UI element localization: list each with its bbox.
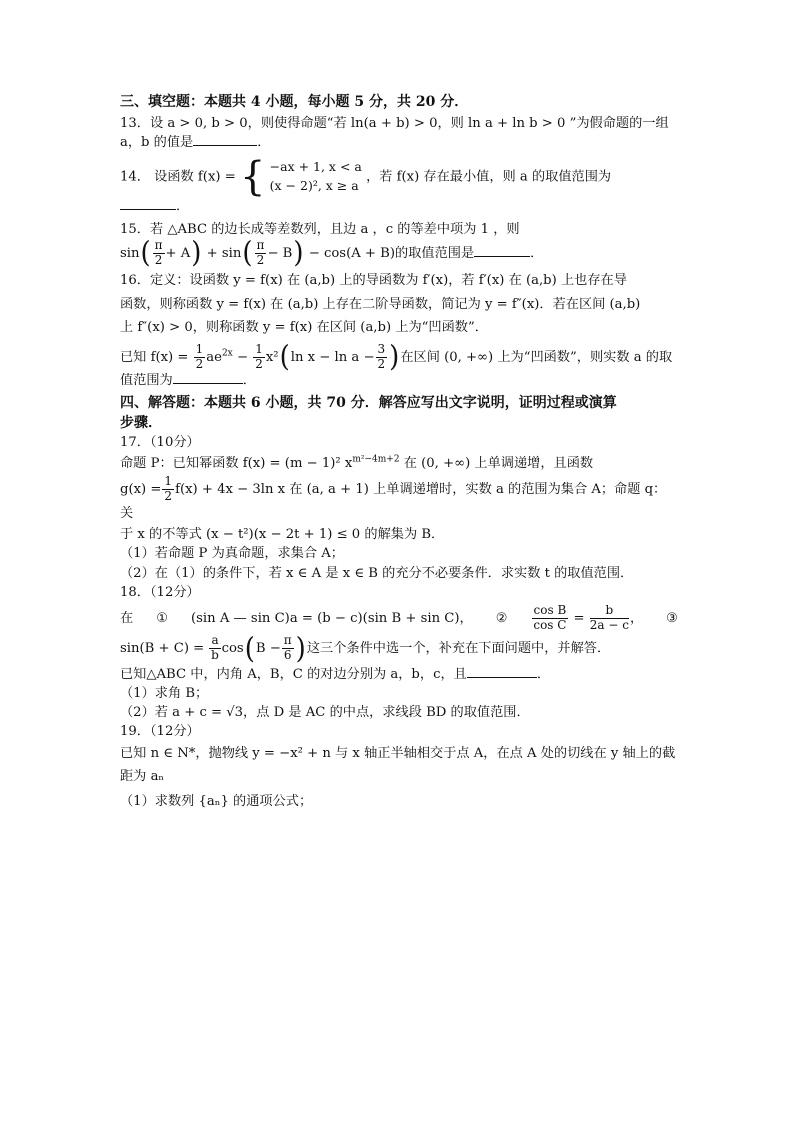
question-16: 16．定义：设函数 y = f(x) 在 (a,b) 上的导函数为 f′(x)，若 f′(x) 在 (a,b) 上也存在导 函数，则称函数 y = f(x) 在 (a,b) 上存在二阶导函数，简记为 y = f″(x)．若在区间 (a,b) 上 f″(x) > 0，则称函数 y = f(x) 在区间 (a,b) 上为“凹函数”． 已知 f(x) = $\frac{1}{2}$ $ae^{2x}$ − $\frac{1}{2}$ x²(ln x − ln a − $\frac{3}{2}$ )在区间 (0, +∞) 上为“凹函数”，则实数 a 的取 值范围为 ．	[120, 271, 678, 390]
section-4-heading-2: 步骤．	[120, 414, 162, 431]
q15-line1: 若 △ABC 的边长成等差数列，且边 a ，c 的等差中项为 1 ，则	[149, 221, 520, 237]
q19-head: 19．（12分）	[120, 724, 200, 740]
question-19	[120, 722, 678, 811]
question-14: 14． 设函数 f(x) = { −ax + 1, x < a (x − 2)², x ≥ a ，若 f(x) 存在最小值，则 a 的取值范围为 ．	[120, 153, 612, 214]
q17-sub1: （1）若命题 P 为真命题，求集合 A；	[120, 546, 344, 562]
q16-number: 16．	[120, 273, 150, 289]
section-4-heading: 四、解答题：本题共 6 小题，共 70 分．解答应写出文字说明，证明过程或演算	[120, 394, 617, 411]
q16-answer-blank[interactable]	[173, 382, 243, 384]
q16-line3: 上 f″(x) > 0，则称函数 y = f(x) 在区间 (a,b) 上为“凹函数”．	[120, 319, 488, 335]
section-3-heading: 三、填空题：本题共 4 小题，每小题 5 分，共 20 分．	[120, 94, 469, 110]
q16-line2: 函数，则称函数 y = f(x) 在 (a,b) 上存在二阶导函数，简记为 y = f″(x)．若在区间 (a,b)	[120, 296, 641, 312]
q18-condition-2: $\frac{\text{cos B}}{\text{cos C}}$	[533, 602, 567, 632]
q19-line2: 距为 aₙ	[120, 768, 165, 784]
q17-head: 17．（10分）	[120, 435, 200, 451]
q13-answer-blank[interactable]	[193, 144, 257, 146]
question-13: 13．设 a > 0, b > 0，则使得命题“若 ln(a + b) > 0，则 ln a + ln b > 0 ”为假命题的一组 a，b 的值是 ．	[120, 116, 669, 151]
q18-sub2: （2）若 a + c = √3，点 D 是 AC 的中点，求线段 BD 的取值范围．	[120, 705, 530, 721]
q18-sub1: （1）求角 B；	[120, 686, 209, 702]
question-18: 18．（12分） 在 ① (sin A — sin C)a = (b − c)(sin B + sin C)， ② $\frac{\text{cos B}}{\text{cos C}}$ = $\frac{b}{2a - c}$ ， ③ sin(B + C) = $\frac{a}{b}$ cos(B − $\frac{\pi}{6}$ )这三个条件中选一个，补充在下面问题中，并解答． 已知△ABC 中，内角 A，B，C 的对边分别为 a，b，c，且 ． （1）求角 B； （2）若 a + c = √3，点 D 是 AC 的中点，求线段 BD 的取值范围．	[120, 583, 678, 723]
q15-number: 15．	[120, 221, 150, 237]
question-17: 17．（10分） 命题 P：已知幂函数 f(x) = (m − 1)² $x^{m^2-4m+2}$ 在 (0, +∞) 上单调递增，且函数 g(x) = $\frac{1}{2}$ f(x) + 4x − 3ln x 在 (a, a + 1) 上单调递增时，实数 a 的范围为集合 A；命题 q：关 于 x 的不等式 (x − t²)(x − 2t + 1) ≤ 0 的解集为 B． （1）若命题 P 为真命题，求集合 A； （2）在（1）的条件下，若 x ∈ A 是 x ∈ B 的充分不必要条件．求实数 t 的取值范围．	[120, 433, 678, 582]
q14-answer-blank[interactable]	[120, 208, 176, 210]
q19-sub1: （1）求数列 {aₙ} 的通项公式；	[120, 793, 313, 809]
q15-answer-blank[interactable]	[474, 255, 530, 257]
exam-page	[120, 92, 678, 811]
q18-condition-3: sin(B + C) =	[120, 641, 205, 657]
q13-text: 设 a > 0, b > 0，则使得命题“若 ln(a + b) > 0，则 ln a + ln b > 0 ”为假命题的一组	[149, 116, 669, 132]
q14-case-2: (x − 2)², x ≥ a	[269, 177, 359, 193]
q19-line1: 已知 n ∈ N*，抛物线 y = −x² + n 与 x 轴正半轴相交于点 A，在点 A 处的切线在 y 轴上的截	[120, 745, 676, 761]
q18-answer-blank[interactable]	[467, 676, 537, 678]
q17-sub2: （2）在（1）的条件下，若 x ∈ A 是 x ∈ B 的充分不必要条件．求实数 t 的取值范围．	[120, 565, 634, 581]
q15-pi-over-2: $\frac{\pi}{2}$	[154, 237, 163, 267]
q14-case-1: −ax + 1, x < a	[269, 158, 362, 174]
q18-condition-1: (sin A — sin C)a = (b − c)(sin B + sin C)	[191, 610, 460, 626]
q14-lead: 设函数 f(x) =	[154, 169, 236, 185]
q14-tail: ，若 f(x) 存在最小值，则 a 的取值范围为	[366, 169, 612, 185]
q14-piecewise: { −ax + 1, x < a (x − 2)², x ≥ a	[239, 153, 362, 200]
q13-text-2: a，b 的值是	[120, 135, 194, 151]
q17-line3: 于 x 的不等式 (x − t²)(x − 2t + 1) ≤ 0 的解集为 B．	[120, 527, 445, 543]
question-15: 15．若 △ABC 的边长成等差数列，且边 a ，c 的等差中项为 1 ，则 sin( $\frac{\pi}{2}$ + A) + sin( $\frac{\pi}{2}$ − B) − cos(A + B)的取值范围是 ．	[120, 221, 544, 270]
q14-number: 14．	[120, 169, 150, 185]
q16-line1: 定义：设函数 y = f(x) 在 (a,b) 上的导函数为 f′(x)，若 f′(x) 在 (a,b) 上也存在导	[149, 273, 627, 289]
q13-number: 13．	[120, 116, 150, 132]
q18-head: 18．（12分）	[120, 584, 200, 600]
